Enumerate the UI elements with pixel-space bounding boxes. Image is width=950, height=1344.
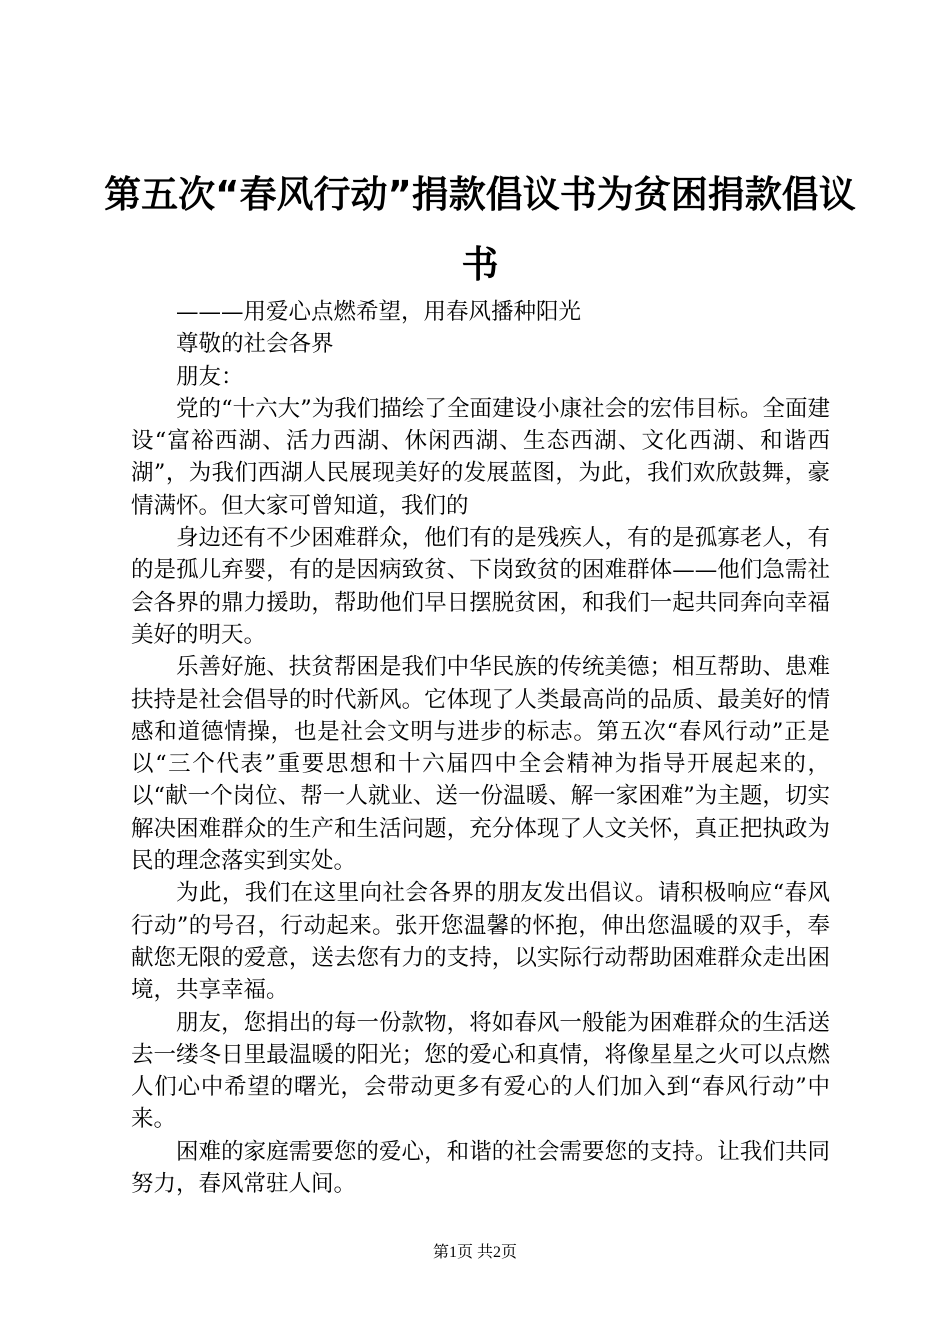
paragraph-1: 党的“十六大”为我们描绘了全面建设小康社会的宏伟目标。全面建设“富裕西湖、活力西湖、休闲西湖、生态西湖、文化西湖、和谐西湖”，为我们西湖人民展现美好的发展蓝图，为此，我们欢欣鼓舞，豪情满怀。但大家可曾知道，我们的	[131, 395, 830, 519]
document-title: 第五次“春风行动”捐款倡议书为贫困捐款倡议书	[104, 173, 856, 286]
paragraph-6: 困难的家庭需要您的爱心，和谐的社会需要您的支持。让我们共同努力，春风常驻人间。	[131, 1138, 830, 1198]
page-number-footer: 第1页 共2页	[432, 1244, 517, 1261]
document-body	[131, 296, 830, 1200]
paragraph-2: 身边还有不少困难群众，他们有的是残疾人，有的是孤寡老人，有的是孤儿弃婴，有的是因病致贫、下岗致贫的困难群体——他们急需社会各界的鼎力援助，帮助他们早日摆脱贫困，和我们一起共同奔向幸福美好的明天。	[131, 525, 830, 648]
document-subtitle: ———用爱心点燃希望，用春风播种阳光	[176, 299, 582, 325]
paragraph-5: 朋友，您捐出的每一份款物，将如春风一般能为困难群众的生活送去一缕冬日里最温暖的阳光；您的爱心和真情，将像星星之火可以点燃人们心中希望的曙光，会带动更多有爱心的人们加入到“春风行动”中来。	[131, 1009, 830, 1133]
paragraph-3: 乐善好施、扶贫帮困是我们中华民族的传统美德；相互帮助、患难扶持是社会倡导的时代新风。它体现了人类最高尚的品质、最美好的情感和道德情操，也是社会文明与进步的标志。第五次“春风行动”正是以“三个代表”重要思想和十六届四中全会精神为指导开展起来的，以“献一个岗位、帮一人就业、送一份温暖、解一家困难”为主题，切实解决困难群众的生产和生活问题，充分体现了人文关怀，真正把执政为民的理念落实到实处。	[131, 654, 830, 875]
salutation-line-1: 尊敬的社会各界	[176, 331, 334, 358]
salutation-line-2: 朋友：	[176, 363, 244, 390]
paragraph-4: 为此，我们在这里向社会各界的朋友发出倡议。请积极响应“春风行动”的号召，行动起来。张开您温馨的怀抱，伸出您温暖的双手，奉献您无限的爱意，送去您有力的支持，以实际行动帮助困难群众走出困境，共享幸福。	[131, 880, 830, 1004]
